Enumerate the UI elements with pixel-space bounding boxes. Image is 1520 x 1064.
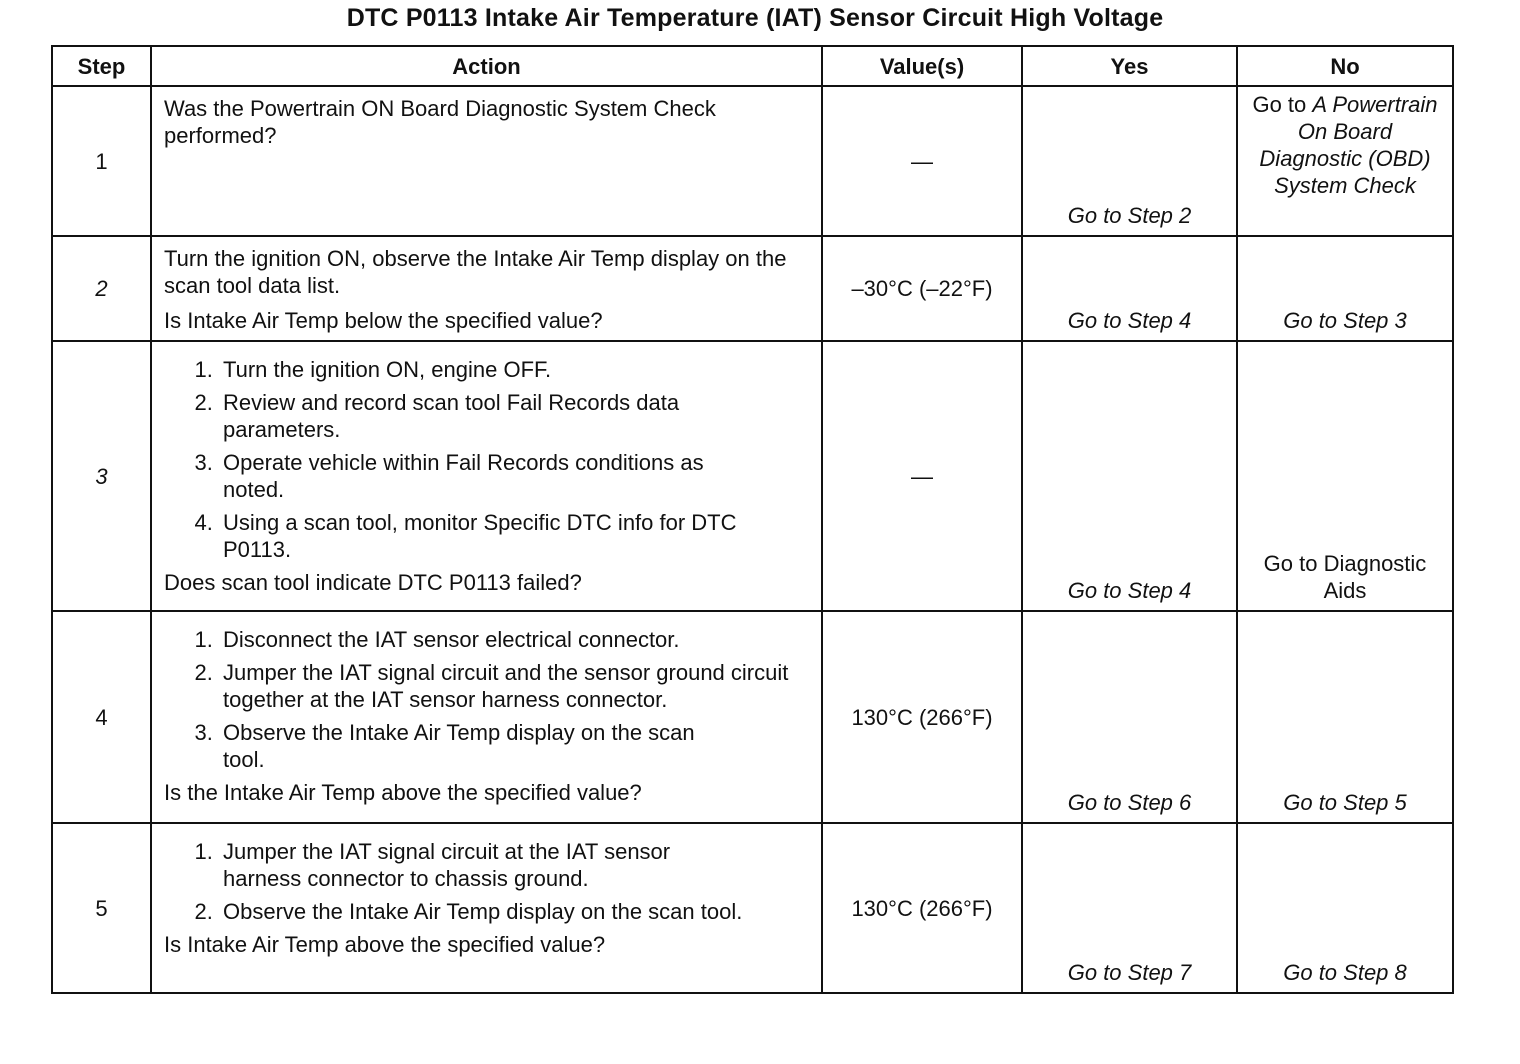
action-step: 1. Disconnect the IAT sensor electrical connector. [219,626,811,653]
header-step: Step [52,46,151,86]
no-cell [1237,823,1453,993]
action-step: 3. Observe the Intake Air Temp display on the scan tool. [219,719,811,773]
action-step: 3. Operate vehicle within Fail Records conditions as noted. [219,449,751,503]
action-steps [164,838,811,925]
yes-cell [1022,341,1237,611]
header-yes: Yes [1022,46,1237,86]
value-text: — [911,463,933,489]
step-number: 5 [52,823,151,993]
action-instruction: Turn the ignition ON, observe the Intake Air Temp display on the scan tool data list. [164,246,787,298]
value-cell [822,236,1022,341]
page-title: DTC P0113 Intake Air Temperature (IAT) Sensor Circuit High Voltage [346,4,1164,32]
value-cell [822,86,1022,236]
step-number: 1 [52,86,151,236]
step-number: 4 [52,611,151,823]
yes-cell [1022,823,1237,993]
no-cell [1237,611,1453,823]
action-question: Is Intake Air Temp above the specified value? [164,932,606,957]
action-step: 1. Turn the ignition ON, engine OFF. [219,356,751,383]
action-question: Is Intake Air Temp below the specified value? [164,308,603,333]
yes-link[interactable]: Go to Step 4 [1067,578,1192,603]
header-action: Action [151,46,822,86]
value-text: — [911,148,933,174]
diagnostic-table [51,45,1454,994]
action-step: 4. Using a scan tool, monitor Specific DTC info for DTC P0113. [219,509,751,563]
action-steps [164,356,811,563]
value-cell [822,341,1022,611]
header-values: Value(s) [822,46,1022,86]
action-question: Does scan tool indicate DTC P0113 failed? [164,570,582,595]
no-cell [1237,236,1453,341]
no-cell [1237,341,1453,611]
action-step: 2. Observe the Intake Air Temp display on the scan tool. [219,898,751,925]
value-text: –30°C (–22°F) [851,276,993,301]
header-row [52,46,1453,86]
yes-link[interactable]: Go to Step 7 [1067,960,1192,985]
action-cell [151,611,822,823]
yes-cell [1022,236,1237,341]
yes-cell [1022,611,1237,823]
value-cell [822,823,1022,993]
action-question: Was the Powertrain ON Board Diagnostic System Check performed? [164,96,716,148]
yes-cell [1022,86,1237,236]
action-step: 2. Review and record scan tool Fail Records data parameters. [219,389,751,443]
action-cell [151,823,822,993]
no-link[interactable]: Go to Step 8 [1283,960,1407,985]
table-row [52,236,1453,341]
table-row [52,86,1453,236]
yes-link[interactable]: Go to Step 4 [1067,308,1192,333]
value-text: 130°C (266°F) [851,895,993,921]
no-prefix: Go to [1252,92,1313,117]
no-link[interactable]: Go to Step 3 [1283,308,1407,333]
header-no: No [1237,46,1453,86]
value-text: 130°C (266°F) [851,704,993,730]
action-cell [151,236,822,341]
table-row [52,823,1453,993]
action-step: 1. Jumper the IAT signal circuit at the IAT sensor harness connector to chassis ground. [219,838,751,892]
action-step: 2. Jumper the IAT signal circuit and the sensor ground circuit together at the IAT sensor harness connector. [219,659,811,713]
action-steps [164,626,811,773]
step-number: 3 [52,341,151,611]
action-cell [151,86,822,236]
step-number: 2 [52,236,151,341]
value-cell [822,611,1022,823]
no-link[interactable]: Go to Diagnostic Aids [1263,551,1427,603]
no-cell [1237,86,1453,236]
no-link[interactable]: A Powertrain On Board Diagnostic (OBD) System Check [1259,92,1438,198]
table-row [52,611,1453,823]
action-cell [151,341,822,611]
yes-link[interactable]: Go to Step 2 [1067,203,1192,228]
no-link[interactable]: Go to Step 5 [1283,790,1407,815]
yes-link[interactable]: Go to Step 6 [1067,790,1192,815]
table-row [52,341,1453,611]
action-question: Is the Intake Air Temp above the specified value? [164,780,642,805]
